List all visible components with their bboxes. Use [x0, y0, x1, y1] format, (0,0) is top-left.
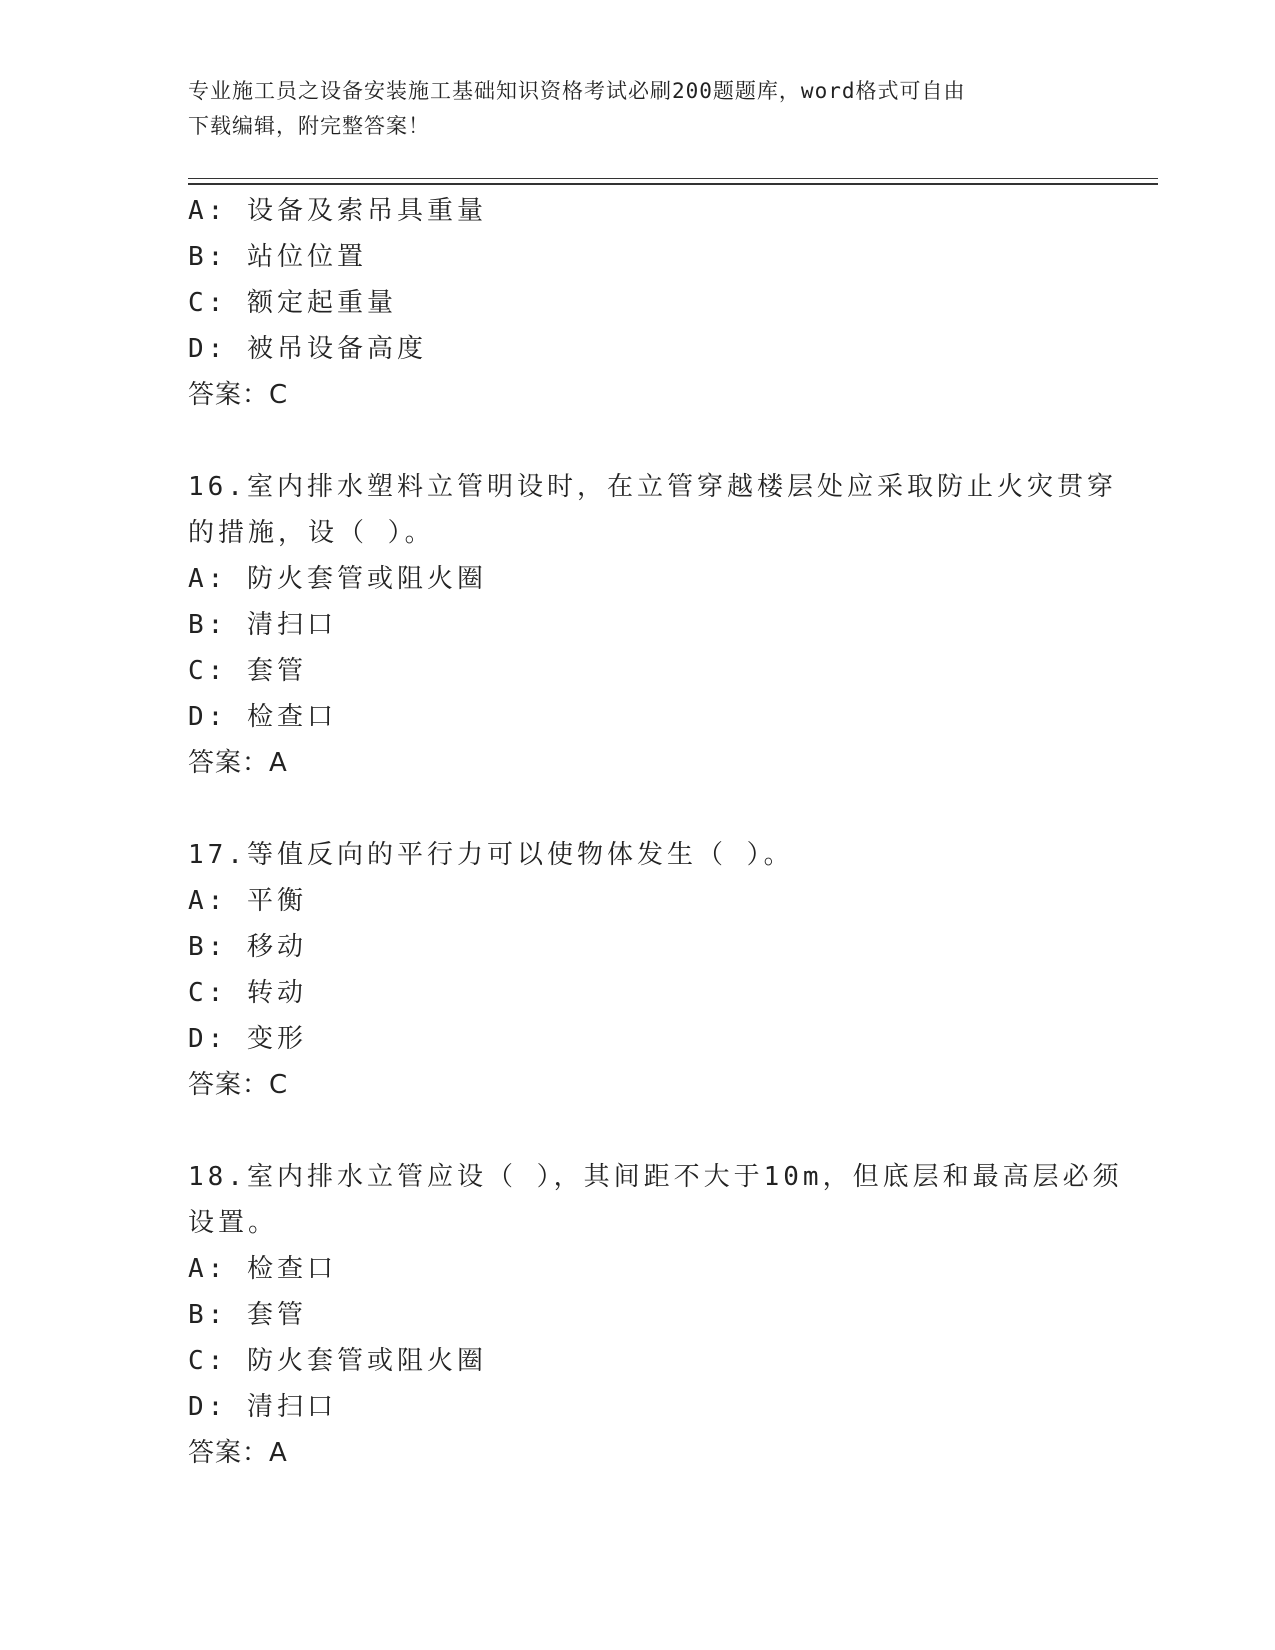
answer-line: 答案：C [188, 380, 289, 410]
option-d: D: 检查口 [188, 702, 337, 732]
question-18 [188, 1154, 1123, 1476]
option-a: A: 平衡 [188, 886, 307, 916]
question-text-line: 的措施，设（ ）。 [188, 518, 435, 548]
option-b: B: 移动 [188, 932, 307, 962]
option-d: D: 被吊设备高度 [188, 334, 427, 364]
question-list [188, 188, 1123, 1476]
question-text-line: 18.室内排水立管应设（ ），其间距不大于10m，但底层和最高层必须 [188, 1162, 1123, 1192]
question-17 [188, 832, 1088, 1108]
option-d: D: 清扫口 [188, 1392, 337, 1422]
option-c: C: 额定起重量 [188, 288, 397, 318]
question-text-line: 17.等值反向的平行力可以使物体发生（ ）。 [188, 840, 794, 870]
option-b: B: 清扫口 [188, 610, 337, 640]
document-header [188, 74, 1068, 144]
header-divider-thick [188, 183, 1158, 185]
answer-line: 答案：A [188, 748, 288, 778]
option-a: A: 设备及索吊具重量 [188, 196, 487, 226]
header-line-1: 专业施工员之设备安装施工基础知识资格考试必刷200题题库，word格式可自由 [188, 79, 966, 103]
option-b: B: 站位位置 [188, 242, 367, 272]
option-c: C: 套管 [188, 656, 307, 686]
option-a: A: 防火套管或阻火圈 [188, 564, 487, 594]
partial-question [188, 188, 1088, 418]
option-c: C: 转动 [188, 978, 307, 1008]
option-c: C: 防火套管或阻火圈 [188, 1346, 487, 1376]
header-divider-thin [188, 178, 1158, 179]
answer-line: 答案：C [188, 1070, 289, 1100]
question-spacer [188, 786, 1088, 832]
question-text-line: 设置。 [188, 1208, 279, 1238]
option-b: B: 套管 [188, 1300, 307, 1330]
question-spacer [188, 418, 1088, 464]
answer-line: 答案：A [188, 1438, 288, 1468]
option-d: D: 变形 [188, 1024, 307, 1054]
question-text-line: 16.室内排水塑料立管明设时，在立管穿越楼层处应采取防止火灾贯穿 [188, 472, 1117, 502]
question-spacer [188, 1108, 1088, 1154]
header-line-2: 下载编辑，附完整答案！ [188, 114, 430, 138]
question-16 [188, 464, 1117, 786]
option-a: A: 检查口 [188, 1254, 337, 1284]
